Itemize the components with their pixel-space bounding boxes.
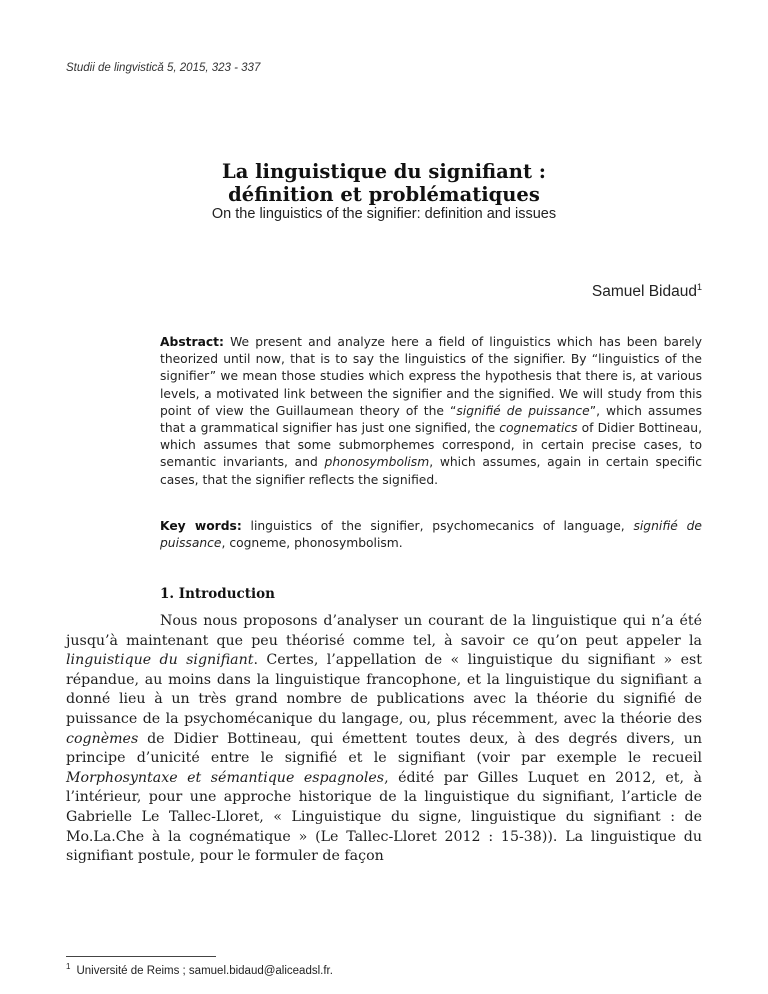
abstract-text-4: , which assumes, again in certain specific cases, that the signifier reflects the signified.: [160, 455, 702, 487]
author-name: Samuel Bidaud: [591, 283, 697, 301]
footnote-mark: 1: [66, 962, 71, 971]
author-footnote-mark: 1: [696, 282, 702, 292]
body-italic-1: linguistique du signifiant: [66, 652, 254, 669]
subtitle: On the linguistics of the signifier: definition and issues: [211, 206, 557, 222]
footnote-text: Université de Reims ; samuel.bidaud@aliceadsl.fr.: [76, 964, 333, 977]
body-text-4: , édité par Gilles Luquet en 2012, et, à l’intérieur, pour une approche historique de la linguistique du signifiant, l’article de Gabrielle Le Tallec-Lloret, « Linguistique du signe, linguistique du signifiant : de Mo.La.Che à la cognématique » (Le Tallec-Lloret 2012 : 15-38)). La linguistique du signifiant postule, pour le formuler de façon: [66, 769, 702, 865]
section-heading: 1. Introduction: [160, 586, 275, 602]
body-italic-2: cognèmes: [66, 730, 139, 747]
abstract-label: Abstract:: [160, 335, 224, 349]
body-italic-3: Morphosyntaxe et sémantique espagnoles: [66, 769, 385, 786]
abstract-text-3: of Didier Bottineau, which assumes that some submorphemes correspond, in certain precise cases, to semantic invariants, and: [160, 421, 702, 470]
abstract-italic-2: cognematics: [499, 421, 578, 436]
keywords-text-2: , cogneme, phonosymbolism.: [221, 536, 403, 551]
abstract-text-2: ”, which assumes that a grammatical signifier has just one signified, the: [160, 403, 703, 436]
body-paragraph: [66, 612, 702, 867]
body-text-2: . Certes, l’appellation de « linguistique du signifiant » est répandue, au moins dans la linguistique francophone, et la linguistique du signifiant a donné lieu à un très grand nombre de publications avec la théorie du signifié de puissance de la psychomécanique du langage, ou, plus récemment, avec la théorie des: [66, 652, 702, 727]
abstract: [160, 334, 702, 489]
abstract-text-1: We present and analyze here a field of linguistics which has been barely theorized until now, that is to say the linguistics of the signifier. By “linguistics of the signifier” we mean those studies which express the hypothesis that there is, at various levels, a motivated link between the signifier and the signified. We will study from this point of view the Guillaumean theory of the “: [160, 335, 702, 418]
keywords-italic-1: signifié de puissance: [160, 519, 702, 551]
abstract-italic-1: signifié de puissance: [456, 403, 590, 418]
abstract-italic-3: phonosymbolism: [324, 455, 430, 470]
keywords-label: Key words:: [160, 519, 242, 533]
title-line-2: définition et problématiques: [228, 183, 540, 206]
author: [592, 282, 702, 301]
keywords: [160, 518, 702, 552]
footnote-rule: [66, 956, 216, 957]
running-head: Studii de lingvistică 5, 2015, 323 - 337: [66, 62, 261, 74]
footnote: [66, 962, 333, 977]
title-line-1: La linguistique du signifiant :: [222, 160, 546, 183]
keywords-text-1: linguistics of the signifier, psychomecanics of language,: [241, 519, 634, 533]
body-text-3: de Didier Bottineau, qui émettent toutes deux, à des degrés divers, un principe d’unicité entre le signifié et le signifiant (voir par exemple le recueil: [66, 730, 702, 767]
body-text-1: Nous nous proposons d’analyser un courant de la linguistique qui n’a été jusqu’à maintenant que peu théorisé comme tel, à savoir ce qu’on peut appeler la: [66, 613, 702, 649]
